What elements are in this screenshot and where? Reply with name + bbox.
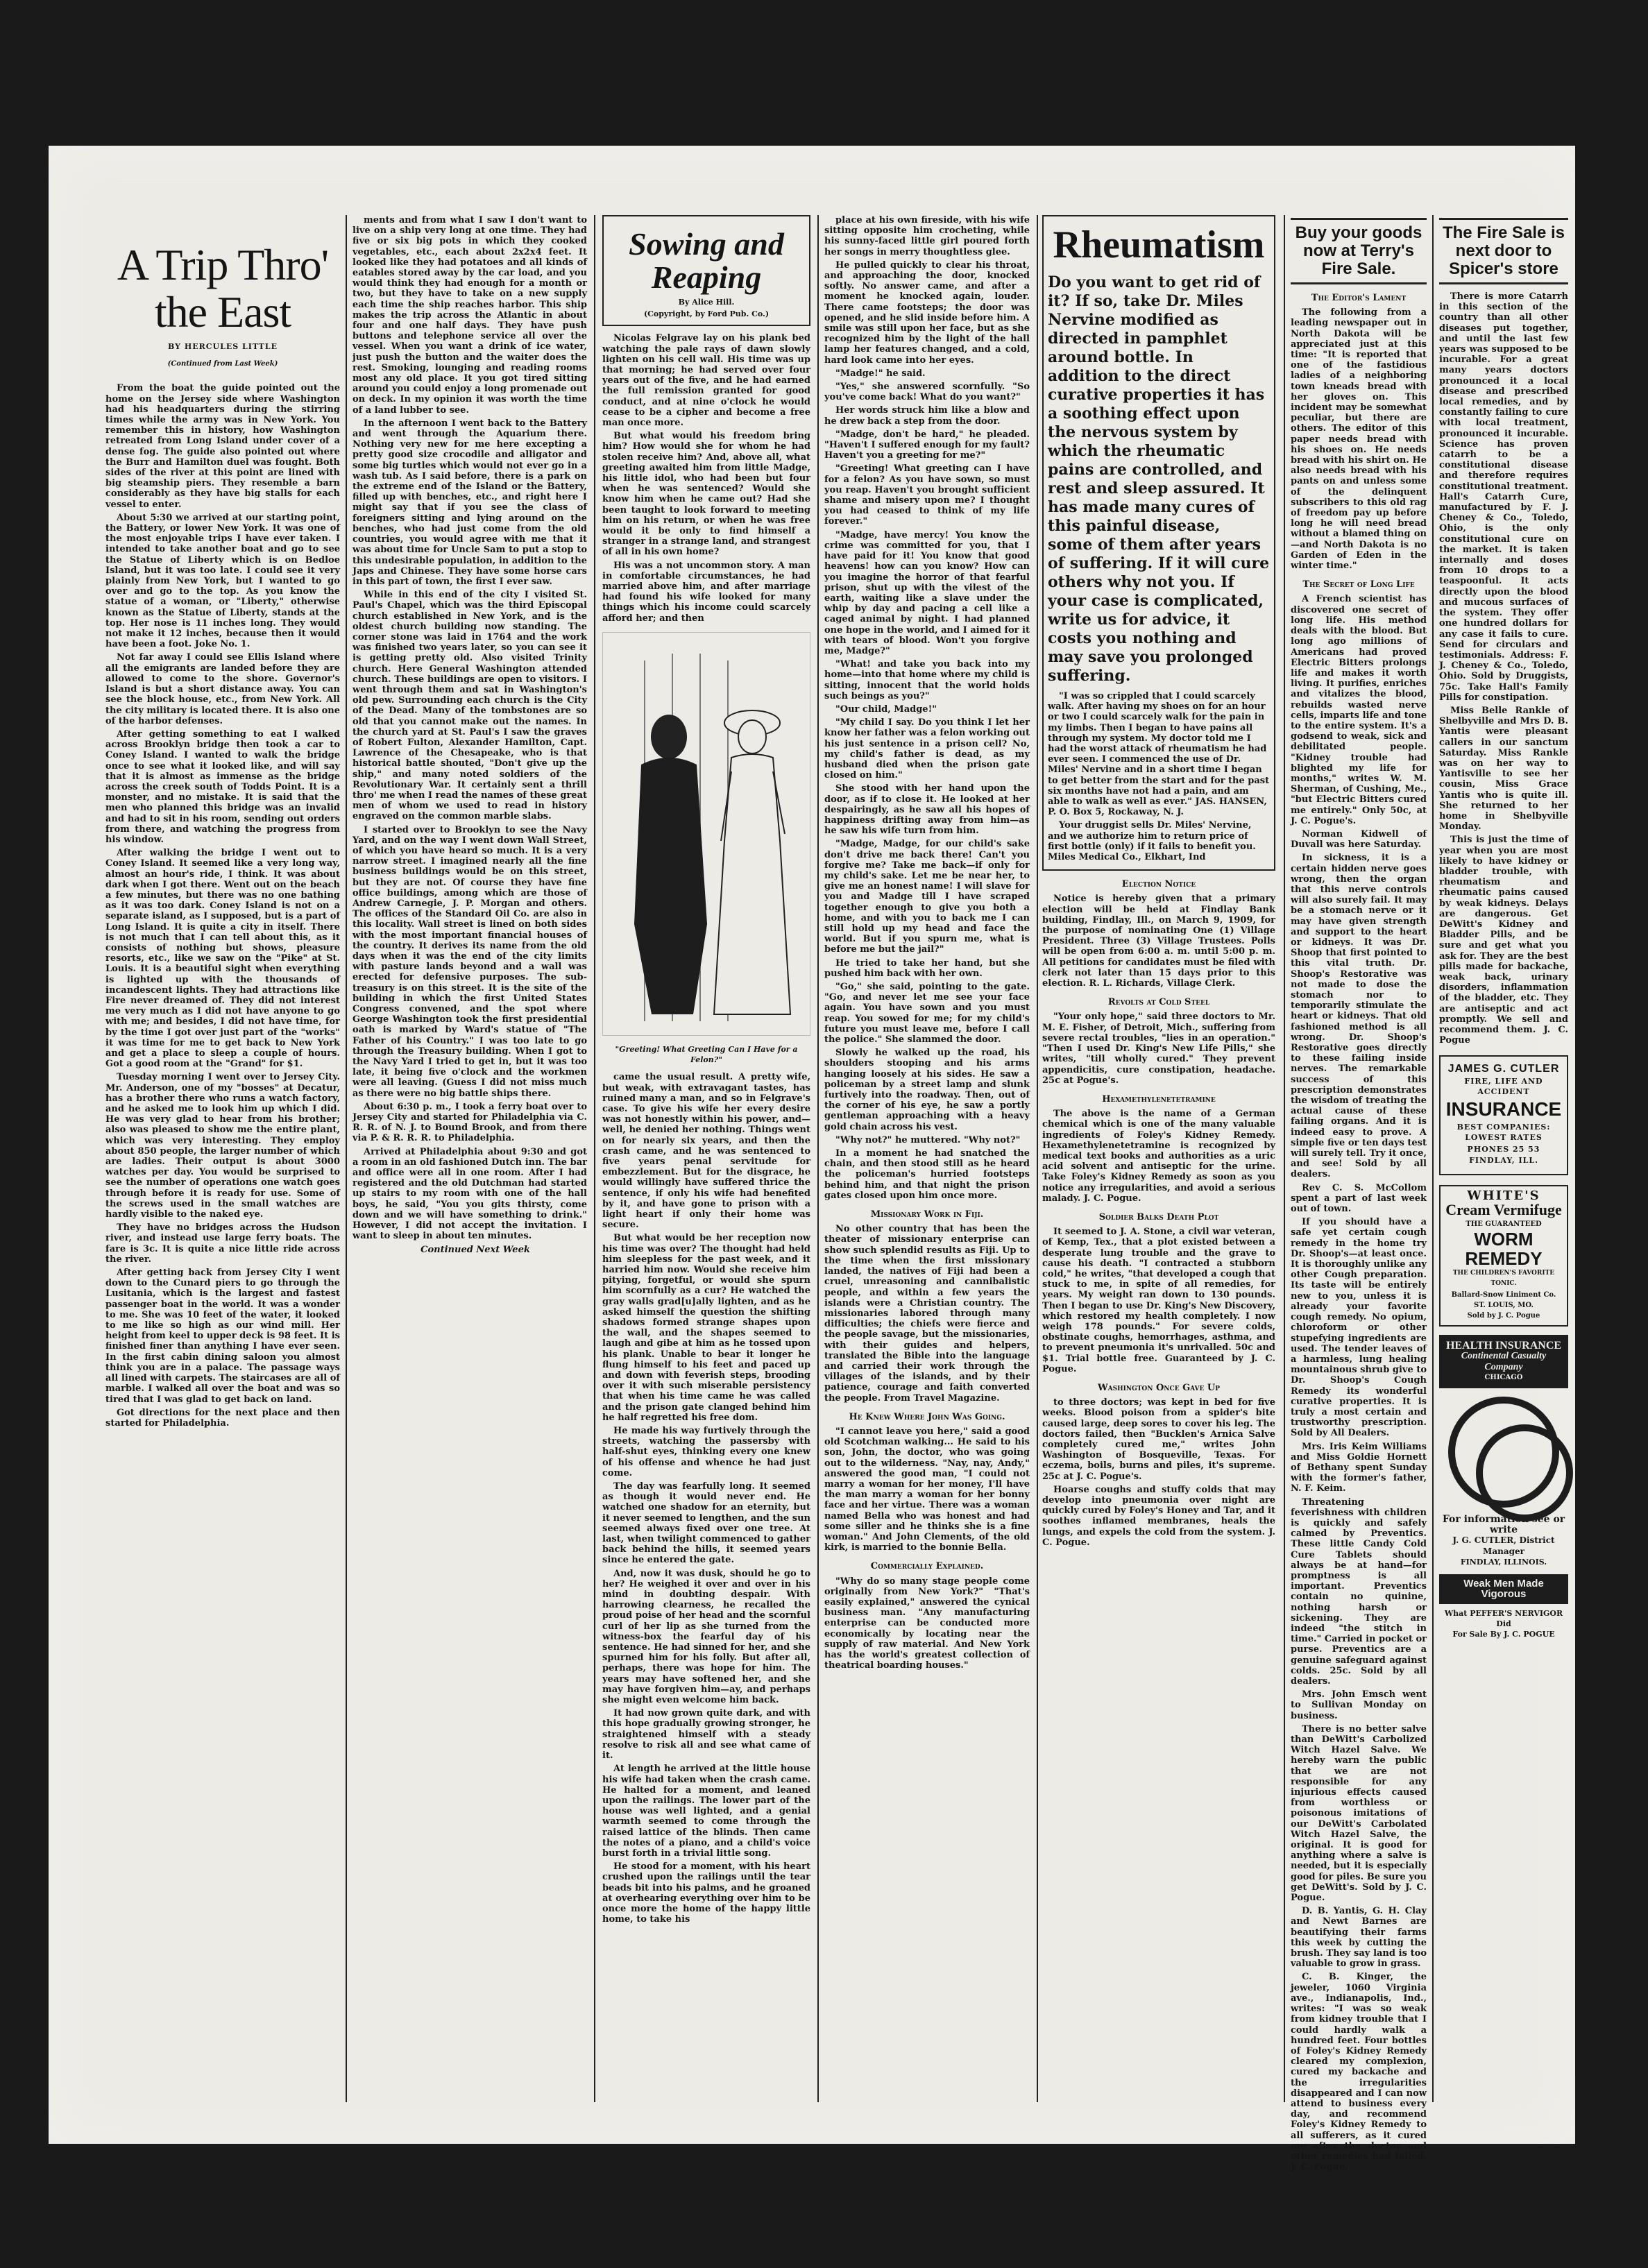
- paragraph: "Madge!" he said.: [835, 368, 926, 379]
- paragraph: In the afternoon I went back to the Battery and went through the Aquarium there. Nothing very new for me here excepting a pretty good size crocodile and alligator and some big turtles which would not ever go in a wash tub. As I said before, there is a park on the extreme end of the Island or the Battery, filled up with benches, etc., and right here I might say that if you see the class of foreigners sitting and lying around on the benches, who had just come from the old countries, you would agree with me that it was about time for Uncle Sam to put a stop to this undesirable population, in addition to the Japs and Chinese. They have some horse cars in this part of town, the first I ever saw.: [352, 418, 587, 587]
- ad-line: What PEFFER'S NERVIGOR Did: [1444, 1608, 1563, 1628]
- paragraph: C. B. Kinger, the jeweler, 1060 Virginia ave., Indianapolis, Ind., writes: "I was so weak from kidney trouble that I could hardly walk a hundred feet. Four bottles of Foley's Kidney Remedy cleared my complexion, cured my backache and the irregularities disappeared and I can now attend to business every day, and recommend Foley's Kidney Remedy to all sufferers, as it cured me after the doctor and other remedies had failed. J. C. Pogue.: [1291, 1972, 1427, 2173]
- paragraph: "Your only hope," said three doctors to Mr. M. E. Fisher, of Detroit, Mich., suffering from severe rectal troubles, "lies in an operation." "Then I used Dr. King's New Life Pills," she writes, "till wholly cured." They prevent appendicitis, cure constipation, headache. 25c at Pogue's.: [1042, 1012, 1275, 1086]
- rheumatism-ad: [1042, 215, 1275, 871]
- paragraph: His was a not uncommon story. A man in comfortable circumstances, he had married above him, and after marriage had found his wife looked for many things which his income could scarcely afford her; and then: [602, 560, 810, 624]
- ad-line: Ballard-Snow Liniment Co.: [1451, 1290, 1556, 1299]
- ad-line: Sold by J. C. Pogue: [1467, 1312, 1540, 1320]
- section-heading: Missionary Work in Fiji.: [870, 1209, 984, 1220]
- paragraph: Nicolas Felgrave lay on his plank bed watching the pale rays of dawn slowly lighten on his cell wall. His time was up that morning; he had served over four years out of the five, and he had earned the full remission granted for good conduct, and at nine o'clock he would cease to be a cipher and become a free man once more.: [602, 333, 810, 429]
- illustration-caption: "Greeting! What Greeting Can I Have for a Felon?": [615, 1044, 798, 1065]
- health-insurance-ad: [1439, 1335, 1568, 1388]
- section-heading: Hexamethylenetetramine: [1102, 1093, 1216, 1105]
- story-byline: By Alice Hill.: [678, 298, 735, 307]
- ad-title: WORM: [1474, 1229, 1534, 1250]
- paragraph: D. B. Yantis, G. H. Clay and Newt Barnes are beautifying their farms this week by cutting the brush. They say land is too valuable to grow in grass.: [1291, 1906, 1427, 1970]
- section-heading: He Knew Where John Was Going.: [849, 1411, 1005, 1422]
- paragraph: "Madge, have mercy! You know the crime was committed for you, that I have paid for it! You know that good heavens! how can you know? How can you imagine the horror of that fearful prison, shut up with the vilest of the earth, waiting like a slave under the whip by day and pacing a cell like a caged animal by night. I had planned one hope in the world, and I aimed for it with tears of blood. Won't you forgive me, Madge?": [824, 529, 1030, 656]
- paragraph: "Our child, Madge!": [835, 704, 937, 715]
- copyright-note: (Copyright, by Ford Pub. Co.): [643, 309, 770, 319]
- column-rule: [817, 215, 819, 2102]
- paragraph: Arrived at Philadelphia about 9:30 and got a room in an old fashioned Dutch inn. The bar and office were all in one room. After I had registered and the old Dutchman had started up stairs to my room with one of the hall boys, he said, "You you gits thirsty, come down and we will have something to drink." However, I did not accept the invitation. I want to sleep in about ten minutes.: [352, 1146, 587, 1242]
- paragraph: Got directions for the next place and then started for Philadelphia.: [105, 1407, 340, 1429]
- ad-title: HEALTH INSURANCE: [1445, 1340, 1562, 1352]
- column-rule: [1284, 215, 1285, 2102]
- ad-line: CHICAGO: [1484, 1373, 1523, 1381]
- paragraph: And, now it was dusk, should he go to her? He weighed it over and over in his mind in doubting despair. With harrowing clearness, he recalled the proud poise of her head and the scornful curl of her lip as she turned from the witness-box the fearful day of his sentence. He had sinned for her, and she spurned him for his folly. But after all, perhaps, there was hope for him. The years may have softened her, and she may have forgiven him—ay, and perhaps she might even welcome him back.: [602, 1568, 810, 1706]
- paragraph: Slowly he walked up the road, his shoulders stooping and his arms hanging loosely at his sides. He saw a policeman by a street lamp and slunk furtively into the roadway. Then, out of the corner of his eye, he saw a portly gentleman approaching with a heavy gold chain across his vest.: [824, 1048, 1030, 1132]
- ad-line: THE GUARANTEED: [1466, 1220, 1542, 1229]
- section-heading: Revolts at Cold Steel: [1107, 997, 1210, 1008]
- paragraph: Miss Belle Rankle of Shelbyville and Mrs D. B. Yantis were pleasant callers in our sanctum Saturday. Miss Rankle was on her way to Yantisville to see her cousin, Miss Grace Yantis who is quite ill. She returned to her home in Shelbyville Monday.: [1439, 705, 1568, 833]
- section-heading: Washington Once Gave Up: [1097, 1382, 1220, 1393]
- ad-subtitle: Continental Casualty Company: [1461, 1351, 1547, 1372]
- ad-lead: Do you want to get rid of it? If so, take Dr. Miles Nervine modified as directed in pamphlet around bottle. In addition to the direct curative properties it has a soothing effect upon the nervous system by which the rheumatic pains are controlled, and rest and sleep assured. It has made many cures of this painful disease, some of them after years of suffering. If it will cure others why not you. If your case is complicated, write us for advice, it costs you nothing and may save you prolonged suffering.: [1048, 273, 1270, 685]
- paragraph: Tuesday morning I went over to Jersey City. Mr. Anderson, one of my "bosses" at Decatur, has a brother there who runs a watch factory, and he asked me to look him up which I did. He was very glad to hear from his brother; also was pleased to show me the entire plant, which was very interesting. They employ about 850 people, the larger number of which are ladies. Their output is about 3000 watches per day. You would be surprised to see the number of operations one watch goes through before it is ready for use. Some of the screws used in the small watches are hardly visible to the naked eye.: [105, 1072, 340, 1220]
- paragraph: If you should have a safe yet certain cough remedy in the home try Dr. Shoop's—at least once. It is thoroughly unlike any other Cough preparation. Its taste will be entirely new to you, unless it is already your favorite cough remedy. No opium, chloroform or other stupefying ingredients are used. The tender leaves of a harmless, lung healing mountainous shrub give to Dr. Shoop's Cough Remedy its wonderful curative properties. It is truly a most certain and trustworthy prescription. Sold by All Dealers.: [1291, 1217, 1427, 1439]
- column-trip-thro-east: [105, 215, 340, 2102]
- ad-line: BEST COMPANIES: LOWEST RATES: [1456, 1123, 1551, 1143]
- paragraph: Mrs. John Emsch went to Sullivan Monday on business.: [1291, 1689, 1427, 1721]
- paragraph: There is more Catarrh in this section of the country than all other diseases put together, and until the last few years was supposed to be incurable. For a great many years doctors pronounced it a local disease and prescribed local remedies, and by constantly failing to cure with local treatment, pronounced it incurable. Science has proven catarrh to be a constitutional disease and therefore requires constitutional treatment. Hall's Catarrh Cure, manufactured by F. J. Cheney & Co., Toledo, Ohio, is the only constitutional cure on the market. It is taken internally and doses from 10 drops to a teaspoonful. It acts directly upon the blood and mucous surfaces of the system. They offer one hundred dollars for any case it fails to cure. Send for circulars and testimonials. Address: F. J. Cheney & Co., Toledo, Ohio. Sold by Druggists, 75c. Take Hall's Family Pills for constipation.: [1439, 291, 1568, 703]
- paragraph: While in this end of the city I visited St. Paul's Chapel, which was the third Episcopal church established in New York, and is the oldest church building now standing. The corner stone was laid in 1764 and the work was finished two years later, so you can see it is getting pretty old. Also visited Trinity church. Here General Washington attended church. These buildings are open to visitors. I went through them and sat in Washington's old pew. Surrounding each church is the City of the Dead. Many of the tombstones are so old that you cannot make out the names. In the church yard at St. Paul's I saw the graves of Robert Fulton, Alexander Hamilton, Capt. Lawrence of the Chesapeake, who is that historical battle shouted, "Don't give up the ship," and many noted soldiers of the Revolutionary War. It certainly sent a thrill thro' me when I read the names of these great men of whom we used to read in history engraved on the common marble slabs.: [352, 590, 587, 822]
- column-rheumatism-notices: [1042, 215, 1275, 2102]
- ad-line: For information see or write: [1442, 1514, 1565, 1536]
- paragraph: Rev C. S. McCollom spent a part of last week out of town.: [1291, 1182, 1427, 1215]
- paragraph: After getting back from Jersey City I went down to the Cunard piers to go through the Lusitania, which is the largest and fastest passenger boat in the world. It was a wonder to me. She was 10 feet of the water, it looked to me like so high as our wind mill. Her height from keel to upper deck is 98 feet. It is finished finer than anything I have ever seen. In the first cabin dining saloon you almost think you are in a palace. The passage ways all lined with carpets. The staircases are all of marble. I walked all over the boat and was so tired that I was glad to get back on land.: [105, 1268, 340, 1405]
- ad-line: For Sale By J. C. POGUE: [1452, 1629, 1555, 1639]
- story-header-box: [602, 215, 810, 326]
- story-title: Sowing and Reaping: [629, 226, 784, 295]
- fire-sale-ad: The Fire Sale is next door to Spicer's store: [1439, 218, 1568, 284]
- article-title: A Trip Thro' the East: [117, 240, 329, 336]
- section-heading: Commercially Explained.: [870, 1561, 984, 1572]
- paragraph: He tried to take her hand, but she pushed him back with her own.: [824, 957, 1030, 979]
- paragraph: Norman Kidwell of Duvall was here Saturday.: [1291, 828, 1427, 851]
- column-rule: [346, 215, 347, 2102]
- column-story-continued: [824, 215, 1030, 2102]
- paragraph: It seemed to J. A. Stone, a civil war veteran, of Kemp, Tex., that a plot existed between a desperate lung trouble and the grave to cause his death. "I contracted a stubborn cold," he writes, "that developed a cough that stuck to me, in spite of all remedies, for years. My weight ran down to 130 pounds. Then I began to use Dr. King's New Discovery, which restored my health completely. I now weigh 178 pounds." For severe colds, obstinate coughs, hemorrhages, asthma, and to prevent pneumonia it's unrivalled. 50c and $1. Trial bottle free. Guaranteed by J. C. Pogue.: [1042, 1227, 1275, 1374]
- ad-line: PHONES 25 53 FINDLAY, ILL.: [1467, 1145, 1540, 1165]
- column-trip-continued: [352, 215, 587, 2102]
- paragraph: This is just the time of year when you are most likely to have kidney or bladder trouble, with rheumatism and rheumatic pains caused by weak kidneys. Delays are dangerous. Get DeWitt's Kidney and Bladder Pills, and be sure and get what you ask for. They are the best pills made for backache, weak back, urinary disorders, inflammation of the bladder, etc. They are antiseptic and act promptly. We sell and recommend them. J. C. Pogue: [1439, 835, 1568, 1046]
- paragraph: About 5:30 we arrived at our starting point, the Battery, or lower New York. It was one of the most enjoyable trips I have ever taken. I intended to take another boat and go to see the Statue of Liberty which is on Bedloe Island, but it was too late. I could see it very plainly from New York, but I wanted to go over and go to the top. As you know the statue of a woman, or "Liberty," otherwise known as the Statue of Liberty, stands at the top. Her nose is 11 inches long. They would not make it 12 inches, because then it would have been a foot. Joke No. 1.: [105, 512, 340, 650]
- section-heading: The Editor's Lament: [1311, 293, 1407, 303]
- paragraph: Hoarse coughs and stuffy colds that may develop into pneumonia over night are quickly cured by Foley's Honey and Tar, and it soothes inflamed membranes, heals the lungs, and expels the cold from the system. J. C. Pogue.: [1042, 1484, 1275, 1548]
- paragraph: At length he arrived at the little house his wife had taken when the crash came. He halted for a moment, and leaned upon the railings. The lower part of the house was well lighted, and a genial warmth seemed to come through the raised lattice of the blinds. Then came the notes of a piano, and a child's voice burst forth in a trivial little song.: [602, 1764, 810, 1859]
- paragraph: The day was fearfully long. It seemed as though it would never end. He watched one shadow for an eternity, but it never seemed to lengthen, and the sun seemed always fixed over one tree. At last, when twilight commenced to gather back behind the hills, it seemed years since he entered the gate.: [602, 1481, 810, 1566]
- paragraph: "Madge, Madge, for our child's sake don't drive me back there! Can't you forgive me? Take me back—if only for my child's sake. Let me be near her, to give me an honest name! I will slave for you and Madge till I have scraped together enough to give you both a home, and with you to back me I can still hold up my head and face the world. But if you spurn me, what is before me but the jail?": [824, 839, 1030, 955]
- ad-testimonial: "I was so crippled that I could scarcely walk. After having my shoes on for an hour or two I could scarcely walk for the pain in my limbs. Then I began to have pains all through my system. My doctor told me I had the worst attack of rheumatism he had ever seen. I commenced the use of Dr. Miles' Nervine and in a short time I began to get better from the start and for the past six months have not had a pain, and am able to walk as well as ever." JAS. HANSEN, P. O. Box 5, Rockaway, N. J.: [1048, 691, 1270, 818]
- paragraph: "Why not?" he muttered. "Why not?": [835, 1134, 1021, 1145]
- ad-line: J. G. CUTLER, District Manager: [1452, 1535, 1555, 1556]
- illustration-drawing: [603, 633, 810, 1034]
- section-heading: Election Notice: [1121, 879, 1196, 890]
- newspaper-page: [49, 146, 1575, 2173]
- continued-next-week: Continued Next Week: [421, 1244, 530, 1255]
- paragraph: He made his way furtively through the streets, watching the passersby with half-shut eyes, thinking every one knew of his offense and whence he had just come.: [602, 1426, 810, 1478]
- paragraph: He pulled quickly to clear his throat, and approaching the door, knocked softly. No answer came, and after a moment he knocked again, louder. There came footsteps; the door was opened, and he slid inside before him. A smile was still upon her face, but as she recognized him by the light of the hall lamp her features changed, and a cold, hard look came into her eyes.: [824, 259, 1030, 366]
- paragraph: "Why do so many stage people come originally from New York?" "That's easily explained," answered the cynical business man. "Any manufacturing enterprise can be conducted more economically by locating near the supply of raw material. And New York has the world's greatest collection of theatrical boarding houses.": [824, 1576, 1030, 1671]
- ad-title: REMEDY: [1465, 1248, 1543, 1270]
- column-rule: [1037, 215, 1038, 2102]
- paragraph: came the usual result. A pretty wife, but weak, with extravagant tastes, has ruined many a man, and so in Felgrave's case. To give his wife her every desire was not honestly within his power, and—well, he denied her nothing. Things went on for nearly six years, and then the crash came, and he was sentenced to five years penal servitude for embezzlement. But for the disgrace, he would willingly have suffered thrice the sentence, if only his wife had benefited by it, and have gone to prison with a light heart if only their home was secure.: [602, 1072, 810, 1231]
- paragraph: There is no better salve than DeWitt's Carbolized Witch Hazel Salve. We hereby warn the public that we are not responsible for any injurious effects caused from worthless or poisonous imitations of our DeWitt's Carbolated Witch Hazel Salve, the original. It is good for anything where a salve is needed, but it is especially good for piles. Be sure you get DeWitt's. Sold by J. C. Pogue.: [1291, 1723, 1427, 1904]
- paragraph: "I cannot leave you here," said a good old Scotchman walking... He said to his son, John, the doctor, who was going out to the wilderness. "Nay, nay, Andy," answered the good man, "I could not marry a woman for her money, I'll have the man marry a woman for her bonny face and her virtue. There was a woman named Bella who was honest and had some siller and he thinks she is a fine woman." And John Clements, of the old kirk, is married to the bonnie Bella.: [824, 1426, 1030, 1553]
- ad-title: Rheumatism: [1053, 223, 1265, 266]
- column-local-news: [1291, 215, 1427, 2173]
- ad-footer: Your druggist sells Dr. Miles' Nervine, and we authorize him to return price of first bottle (only) if it fails to benefit you. Miles Medical Co., Elkhart, Ind: [1048, 820, 1256, 863]
- paragraph: ments and from what I saw I don't want to live on a ship very long at one time. They had five or six big pots in which they cooked vegetables, etc., each about 2x2x4 feet. It looked like they had potatoes and all kinds of eatables stored away by the car load, and you would think they had enough for a month or two, but they have to take on a new supply each time the ship reaches harbor. This ship makes the trip across the Atlantic in about four and one half days. They have push buttons and telephone service all over the vessel. When you want a drink of ice water, just push the button and the waiter does the rest. Smoking, lounging and reading rooms most any old place. It you got tired sitting around you could enjoy a long promenade out on deck. In my opinion it was worth the time of a land lubber to see.: [352, 215, 587, 416]
- paragraph: "What! and take you back into my home—into that home where my child is sitting, innocent that the world holds such beings as you?": [824, 659, 1030, 701]
- paragraph: "Greeting! What greeting can I have for a felon? As you have sown, so must you reap. Haven't you brought sufficient shame and misery upon me? I thought you had ceased to think of my life forever.": [824, 463, 1030, 527]
- paragraph: From the boat the guide pointed out the home on the Jersey side where Washington had his headquarters during the stirring times while the army was in New York. You remember this in history, how Washington retreated from Long Island under cover of a dense fog. The guide also pointed out where the Burr and Hamilton duel was fought. Both sides of the river at this point are lined with big steamship piers. They resemble a barn considerably as they have big stalls for each vessel to enter.: [105, 383, 340, 510]
- paragraph: They have no bridges across the Hudson river, and instead use large ferry boats. The fare is 3c. It is quite a nice little ride across the river.: [105, 1222, 340, 1265]
- ad-line: THE CHILDREN'S FAVORITE TONIC.: [1452, 1270, 1555, 1288]
- paragraph: In a moment he had snatched the chain, and then stood still as he heard the policeman's hurried footsteps behind him, and that night the prison gates closed upon him once more.: [824, 1148, 1030, 1201]
- byline: BY HERCULES LITTLE: [168, 342, 278, 351]
- paragraph: But what would his freedom bring him? How would she for whom he had stolen receive him? And, above all, what greeting awaited him from little Madge, his little idol, who had been but four when he was sentenced? Would she know him when he came out? Had she been taught to look forward to meeting him on his return, or when he was free would it be only to find himself a stranger in a strange land, and strangest of all in his own home?: [602, 431, 810, 558]
- paragraph: About 6:30 p. m., I took a ferry boat over to Jersey City and started for Philadelphia via C. R. R. of N. J. to Bound Brook, and from there via P. & R. R. R. to Philadelphia.: [352, 1101, 587, 1144]
- paragraph: But what would be her reception now his time was over? The thought had held him sleepless for the past week, and it harried him now. Would she receive him pitying, forgetful, or would she spurn him scornfully as a cur? He watched the gray walls grad[u]ally lighten, and as he asked himself the question the shifting shadows formed strange shapes upon the wall, and the shapes seemed to laugh and gibe at him as he tossed upon his plank. Unable to bear it longer he flung himself to his feet and paced up and down with feverish steps, brooding over it with such miserable persistency that when his time came he was called and the prison gate clanged behind him he half regretted his free dom.: [602, 1233, 810, 1423]
- column-sowing-reaping: [602, 215, 810, 2102]
- paragraph: "My child I say. Do you think I let her know her father was a felon working out his just sentence in a prison cell? No, my child's father is dead, as my husband died when the prison gate closed on him.": [824, 717, 1030, 781]
- paragraph: "Madge, don't be hard," he pleaded. "Haven't I suffered enough for my fault? Haven't you a greeting for me?": [824, 429, 1030, 461]
- paragraph: The following from a leading newspaper out in North Dakota will be appreciated just at this time: "It is reported that one of the fastidious ladies of a neighboring town kneads bread with her gloves on. This incident may be somewhat peculiar, but there are others. The editor of this paper needs bread with his shoes on. He needs bread with his shirt on. He also needs bread with his pants on and unless some of the delinquent subscribers to this old rag of freedom pay up before long he will need bread without a blamed thing on—and North Dakota is no Garden of Eden in the winter time.": [1291, 307, 1427, 572]
- whites-vermifuge-ad: [1439, 1185, 1568, 1327]
- paragraph: "Go," she said, pointing to the gate. "Go, and never let me see your face again. You have sown and you must reap. You sowed for me; for my child's future you must leave me, before I call the police." She slammed the door.: [824, 982, 1030, 1046]
- cutler-insurance-ad: [1439, 1055, 1568, 1175]
- ad-line: ST. LOUIS, MO.: [1474, 1301, 1534, 1309]
- terry-fire-sale-ad: Buy your goods now at Terry's Fire Sale.: [1291, 218, 1427, 284]
- paragraph: Not far away I could see Ellis Island where all the emigrants are landed before they are allowed to come to the shore. Governor's Island is but a short distance away. You can see the block house, etc., from New York. All the city military is located there. It is also one of the harbor defenses.: [105, 652, 340, 726]
- paragraph: He stood for a moment, with his heart crushed upon the railings until the tear beads bit into his palms, and he groaned at overhearing everything over him to be once more the home of the happy little home, to take his: [602, 1861, 810, 1925]
- paragraph: Notice is hereby given that a primary election will be held at Findlay Bank building, Findlay, Ill., on March 9, 1909, for the purpose of nominating One (1) Village President. Three (3) Village Trustees. Polls will be open from 6:00 a. m. until 5:00 p. m. All petitions for candidates must be filed with clerk not later than 15 days prior to this election. R. L. Richards, Village Clerk.: [1042, 894, 1275, 989]
- ad-line: WHITE'S: [1467, 1188, 1540, 1203]
- paragraph: "Yes," she answered scornfully. "So you've come back! What do you want?": [824, 382, 1030, 403]
- weak-men-ad: Weak Men Made Vigorous: [1439, 1574, 1568, 1603]
- paragraph: to three doctors; was kept in bed for five weeks. Blood poison from a spider's bite caused large, deep sores to cover his leg. The doctors failed, then "Bucklen's Arnica Salve completely cured me," writes John Washington of Bosqueville, Texas. For eczema, boils, burns and piles, it's supreme. 25c at J. C. Pogue's.: [1042, 1397, 1275, 1482]
- paragraph: place at his own fireside, with his wife sitting opposite him crocheting, while his sunny-faced little girl poured forth her songs in merry thoughtless glee.: [824, 215, 1030, 257]
- ad-title: Cream Vermifuge: [1445, 1201, 1562, 1219]
- column-ads: [1439, 215, 1568, 2102]
- paragraph: She stood with her hand upon the door, as if to close it. He looked at her despairingly, as he saw all his hopes of happiness drifting away from him—as he saw his wife turn from him.: [824, 783, 1030, 837]
- section-heading: The Secret of Long Life: [1302, 579, 1415, 590]
- paragraph: I started over to Brooklyn to see the Navy Yard, and on the way I went down Wall Street, of which you have heard so much. It is a very narrow street. I imagined nearly all the fine business buildings would be on this street, but they are not. Of course they have fine office buildings, among which are those of Andrew Carnegie, J. P. Morgan and others. The offices of the Standard Oil Co. are also in this locality. Wall street is lined on both sides with the most important financial houses of the country. It derives its name from the old days when it was the end of the city limits with pasture lands beyond and a wall was erected for defensive purposes. The sub-treasury is on this street. It is the site of the building in which the first United States Congress convened, and the spot where George Washington took the first presidential oath is marked by Ward's statue of "The Father of his Country." I was too late to go through the Treasury building. When I got to the Navy Yard I tried to get in, but it was too late, it being five o'clock and the workmen were all leaving. (Guess I did not miss much as there were no big battle ships there.: [352, 824, 587, 1099]
- column-rule: [1432, 215, 1434, 2102]
- paragraph: In sickness, it is a certain hidden nerve goes wrong, then the organ that this nerve controls will also surely fail. It may be a stomach nerve or it may have given strength and support to the heart or kidneys. It was Dr. Shoop that first pointed to this vital truth. Dr. Shoop's Restorative was not made to dose the stomach nor to temporarily stimulate the heart or kidneys. That old fashioned method is all wrong. Dr. Shoop's Restorative goes directly to these failing inside nerves. The remarkable success of this prescription demonstrates the wisdom of treating the actual cause of these failing organs. And it is indeed easy to prove. A simple five or ten days test will surely tell. Try it once, and see! Sold by all dealers.: [1291, 853, 1427, 1180]
- column-rule: [594, 215, 595, 2102]
- ad-line: FINDLAY, ILLINOIS.: [1460, 1557, 1547, 1567]
- paragraph: No other country that has been the theater of missionary enterprise can show such splendid results as Fiji. Up to the time when the first missionary landed, the natives of Fiji had been a cruel, unreasoning and cannibalistic people, and within a few years the islands were a Christian country. The missionaries labored through many difficulties; the chiefs were fierce and the people savage, but the missionaries, with their guides and helpers, translated the Bible into the language and carried their work through the villages of the islands, and by their patience, courage and faith converted the people. From Travel Magazine.: [824, 1224, 1030, 1404]
- paragraph: It had now grown quite dark, and with this hope gradually growing stronger, he straightened himself with a steady resolve to risk all and see what came of it.: [602, 1708, 810, 1762]
- paragraph: Threatening feverishness with children is quickly and safely calmed by Preventics. These little Candy Cold Cure Tablets should always be at hand—for promptness is all important. Preventics contain no quinine, nothing harsh or sickening. They are indeed "the stitch in time." Carried in pocket or purse. Preventics are a genuine safeguard against colds. 25c. Sold by all dealers.: [1291, 1497, 1427, 1687]
- ad-insurance: INSURANCE: [1445, 1098, 1562, 1120]
- paragraph: A French scientist has discovered one secret of long life. His method deals with the blood. But long ago millions of Americans had proved Electric Bitters prolongs life and makes it worth living. It purifies, enriches and vitalizes the blood, rebuilds wasted nerve cells, imparts life and tone to the entire system. It's a godsend to weak, sick and debilitated people. "Kidney trouble had blighted my life for months," writes W. M. Sherman, of Cushing, Me., "but Electric Bitters cured me entirely." Only 50c, at J. C. Pogue's.: [1291, 594, 1427, 826]
- ad-line: FIRE, LIFE AND ACCIDENT: [1464, 1076, 1543, 1096]
- section-heading: Soldier Balks Death Plot: [1098, 1211, 1219, 1222]
- paragraph: After getting something to eat I walked across Brooklyn bridge then took a car to Coney Island. I wanted to walk the bridge once to see what it looked like, and will say that it is almost as immense as the bridge across the creek south of Todds Point. It is a monster, and no mistake. It is said that the men who planned this bridge was an invalid and had to sit in his room, sending out orders from there, and watching the progress from his window.: [105, 728, 340, 845]
- paragraph: Her words struck him like a blow and he drew back a step from the door.: [824, 405, 1030, 427]
- paragraph: Mrs. Iris Keim Williams and Miss Goldie Hornett of Bethany spent Sunday with the former's father, N. F. Keim.: [1291, 1441, 1427, 1494]
- continued-note: (Continued from Last Week): [167, 360, 278, 368]
- ad-name: JAMES G. CUTLER: [1447, 1063, 1560, 1075]
- insurance-emblem-icon: [1448, 1397, 1559, 1508]
- story-illustration: [602, 632, 810, 1036]
- paragraph: After walking the bridge I went out to Coney Island. It seemed like a very long way, almost an hour's ride, I think. It was about dark when I got there. Went out on the beach a few minutes, but there was no one bathing as it was too dark. Coney Island is not on a separate island, as I supposed, but is a part of Long Island. It is quite a city in itself. There is not much that I can tell about this, as it consists of nothing but shows, pleasure resorts, etc., like we saw on the "Pike" at St. Louis. It is a beautiful sight when everything is lighted up with the thousands of incandescent lights. They had attractions like Fire never dreamed of. They did not interest me very much as I did not have anyone to go with me; and besides, I did not have time, for by the time I got over just part of the "works" it was time for me to get back to New York and get a place to sleep a couple of hours. Got a good room at the "Grand" for $1.: [105, 848, 340, 1070]
- paragraph: The above is the name of a German chemical which is one of the many valuable ingredients of Foley's Kidney Remedy. Hexamethylenetetramine is recognized by medical text books and authorities as a uric acid solvent and antiseptic for the urine. Take Foley's Kidney Remedy as soon as you notice any irregularities, and avoid a serious malady. J. C. Pogue.: [1042, 1109, 1275, 1204]
